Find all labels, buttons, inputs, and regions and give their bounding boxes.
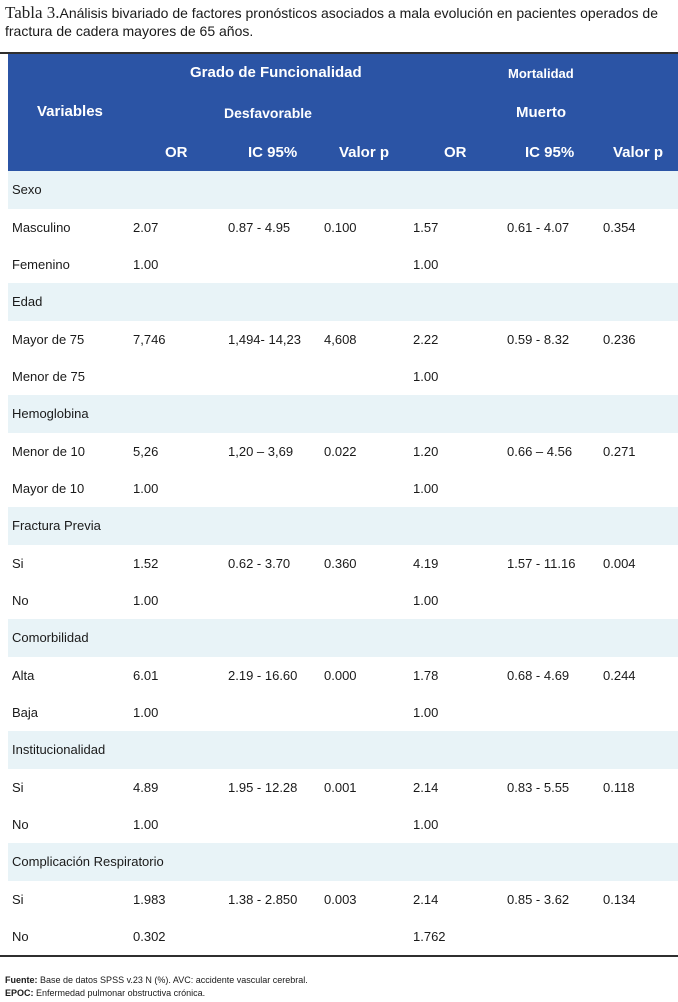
row-label: Si bbox=[12, 892, 24, 907]
row-label: Masculino bbox=[12, 220, 71, 235]
header-col-ic-2: IC 95% bbox=[525, 144, 575, 161]
header-col-p-2: Valor p bbox=[613, 144, 664, 161]
table-row bbox=[8, 694, 678, 731]
cell-or-2: 1.762 bbox=[413, 929, 446, 944]
footnote-fuente bbox=[5, 975, 308, 986]
cell-or-1: 5,26 bbox=[133, 444, 159, 459]
footnote-epoc-label: EPOC: bbox=[5, 988, 34, 998]
cell-ic-1: 0.62 - 3.70 bbox=[228, 556, 291, 571]
cell-p-1: 0.360 bbox=[324, 556, 357, 571]
cell-or-1: 1.00 bbox=[133, 257, 159, 272]
cell-or-1: 1.00 bbox=[133, 593, 159, 608]
footnote-fuente-text: Base de datos SPSS v.23 N (%). AVC: accidente vascular cerebral. bbox=[40, 975, 308, 985]
header-col-p-1: Valor p bbox=[339, 144, 390, 161]
table-caption bbox=[5, 4, 675, 40]
row-label: Alta bbox=[12, 668, 35, 683]
section-title: Fractura Previa bbox=[12, 518, 101, 533]
header-col-or-1: OR bbox=[165, 144, 188, 161]
cell-or-2: 2.22 bbox=[413, 332, 439, 347]
cell-p-2: 0.354 bbox=[603, 220, 636, 235]
cell-or-2: 1.00 bbox=[413, 369, 439, 384]
cell-ic-2: 0.68 - 4.69 bbox=[507, 668, 570, 683]
cell-or-2: 1.00 bbox=[413, 705, 439, 720]
header-col-ic-1: IC 95% bbox=[248, 144, 298, 161]
cell-ic-2: 0.83 - 5.55 bbox=[507, 780, 570, 795]
cell-p-2: 0.244 bbox=[603, 668, 636, 683]
header-sub-desfavorable: Desfavorable bbox=[224, 105, 312, 121]
header-variables: Variables bbox=[37, 103, 103, 120]
table-row bbox=[8, 433, 678, 470]
section-row bbox=[8, 507, 678, 545]
section-title: Complicación Respiratorio bbox=[12, 854, 164, 869]
header-group-mortalidad: Mortalidad bbox=[508, 66, 574, 81]
section-row bbox=[8, 731, 678, 769]
cell-or-1: 0.302 bbox=[133, 929, 166, 944]
row-label: Si bbox=[12, 780, 24, 795]
cell-p-2: 0.236 bbox=[603, 332, 636, 347]
row-label: Mayor de 10 bbox=[12, 481, 85, 496]
cell-or-1: 7,746 bbox=[133, 332, 166, 347]
cell-ic-2: 0.66 – 4.56 bbox=[507, 444, 573, 459]
cell-or-1: 1.983 bbox=[133, 892, 166, 907]
cell-p-1: 0.003 bbox=[324, 892, 357, 907]
table-row bbox=[8, 806, 678, 843]
cell-ic-1: 1,494- 14,23 bbox=[228, 332, 302, 347]
table-row bbox=[8, 918, 678, 955]
table-row bbox=[8, 246, 678, 283]
footnote-epoc bbox=[5, 988, 205, 999]
row-label: Femenino bbox=[12, 257, 70, 272]
cell-or-1: 1.00 bbox=[133, 817, 159, 832]
cell-or-2: 2.14 bbox=[413, 892, 439, 907]
cell-ic-2: 0.85 - 3.62 bbox=[507, 892, 570, 907]
cell-or-1: 2.07 bbox=[133, 220, 159, 235]
section-title: Edad bbox=[12, 294, 43, 309]
row-label: Mayor de 75 bbox=[12, 332, 85, 347]
table-row bbox=[8, 657, 678, 694]
header-sub-muerto: Muerto bbox=[516, 104, 566, 121]
cell-p-1: 0.000 bbox=[324, 668, 357, 683]
cell-or-2: 4.19 bbox=[413, 556, 439, 571]
table-row bbox=[8, 881, 678, 918]
cell-or-1: 1.00 bbox=[133, 481, 159, 496]
footnote-epoc-text: Enfermedad pulmonar obstructiva crónica. bbox=[36, 988, 206, 998]
table-row bbox=[8, 321, 678, 358]
section-title: Comorbilidad bbox=[12, 630, 89, 645]
cell-or-2: 1.00 bbox=[413, 481, 439, 496]
cell-ic-2: 0.61 - 4.07 bbox=[507, 220, 570, 235]
cell-p-2: 0.118 bbox=[603, 780, 635, 795]
table-row bbox=[8, 209, 678, 246]
row-label: Menor de 75 bbox=[12, 369, 85, 384]
cell-ic-1: 0.87 - 4.95 bbox=[228, 220, 291, 235]
caption-text: Análisis bivariado de factores pronósticos asociados a mala evolución en pacientes operados de fractura de cadera mayores de 65 años. bbox=[5, 5, 658, 39]
cell-p-1: 0.001 bbox=[324, 780, 357, 795]
cell-p-1: 0.100 bbox=[324, 220, 357, 235]
cell-ic-1: 1.38 - 2.850 bbox=[228, 892, 298, 907]
cell-or-2: 1.00 bbox=[413, 593, 439, 608]
cell-or-2: 1.00 bbox=[413, 817, 439, 832]
row-label: No bbox=[12, 593, 29, 608]
row-label: No bbox=[12, 929, 29, 944]
table-row bbox=[8, 545, 678, 582]
section-title: Hemoglobina bbox=[12, 406, 89, 421]
cell-or-2: 1.57 bbox=[413, 220, 439, 235]
cell-or-1: 4.89 bbox=[133, 780, 159, 795]
header-col-or-2: OR bbox=[444, 144, 467, 161]
section-row bbox=[8, 283, 678, 321]
cell-or-1: 1.52 bbox=[133, 556, 159, 571]
footnote-fuente-label: Fuente: bbox=[5, 975, 38, 985]
cell-p-2: 0.004 bbox=[603, 556, 636, 571]
table-row bbox=[8, 582, 678, 619]
row-label: Baja bbox=[12, 705, 39, 720]
section-row bbox=[8, 843, 678, 881]
cell-p-1: 0.022 bbox=[324, 444, 357, 459]
table-header bbox=[8, 54, 678, 171]
cell-or-2: 2.14 bbox=[413, 780, 439, 795]
cell-or-2: 1.20 bbox=[413, 444, 439, 459]
cell-or-1: 1.00 bbox=[133, 705, 159, 720]
section-row bbox=[8, 619, 678, 657]
section-title: Institucionalidad bbox=[12, 742, 106, 757]
cell-or-2: 1.00 bbox=[413, 257, 439, 272]
cell-p-1: 4,608 bbox=[324, 332, 357, 347]
cell-or-2: 1.78 bbox=[413, 668, 439, 683]
section-title: Sexo bbox=[12, 182, 42, 197]
section-row bbox=[8, 171, 678, 209]
cell-or-1: 6.01 bbox=[133, 668, 159, 683]
cell-ic-2: 0.59 - 8.32 bbox=[507, 332, 570, 347]
row-label: No bbox=[12, 817, 29, 832]
table-row bbox=[8, 358, 678, 395]
section-row bbox=[8, 395, 678, 433]
cell-p-2: 0.134 bbox=[603, 892, 636, 907]
table-body bbox=[8, 171, 678, 955]
cell-ic-1: 2.19 - 16.60 bbox=[228, 668, 298, 683]
row-label: Si bbox=[12, 556, 24, 571]
row-label: Menor de 10 bbox=[12, 444, 85, 459]
bottom-rule bbox=[0, 955, 678, 957]
table-row bbox=[8, 769, 678, 806]
header-group-funcionalidad: Grado de Funcionalidad bbox=[190, 64, 362, 81]
cell-ic-1: 1.95 - 12.28 bbox=[228, 780, 298, 795]
cell-ic-1: 1,20 – 3,69 bbox=[228, 444, 294, 459]
table-row bbox=[8, 470, 678, 507]
cell-p-2: 0.271 bbox=[603, 444, 636, 459]
table-number: Tabla 3. bbox=[5, 3, 60, 22]
cell-ic-2: 1.57 - 11.16 bbox=[507, 556, 576, 571]
